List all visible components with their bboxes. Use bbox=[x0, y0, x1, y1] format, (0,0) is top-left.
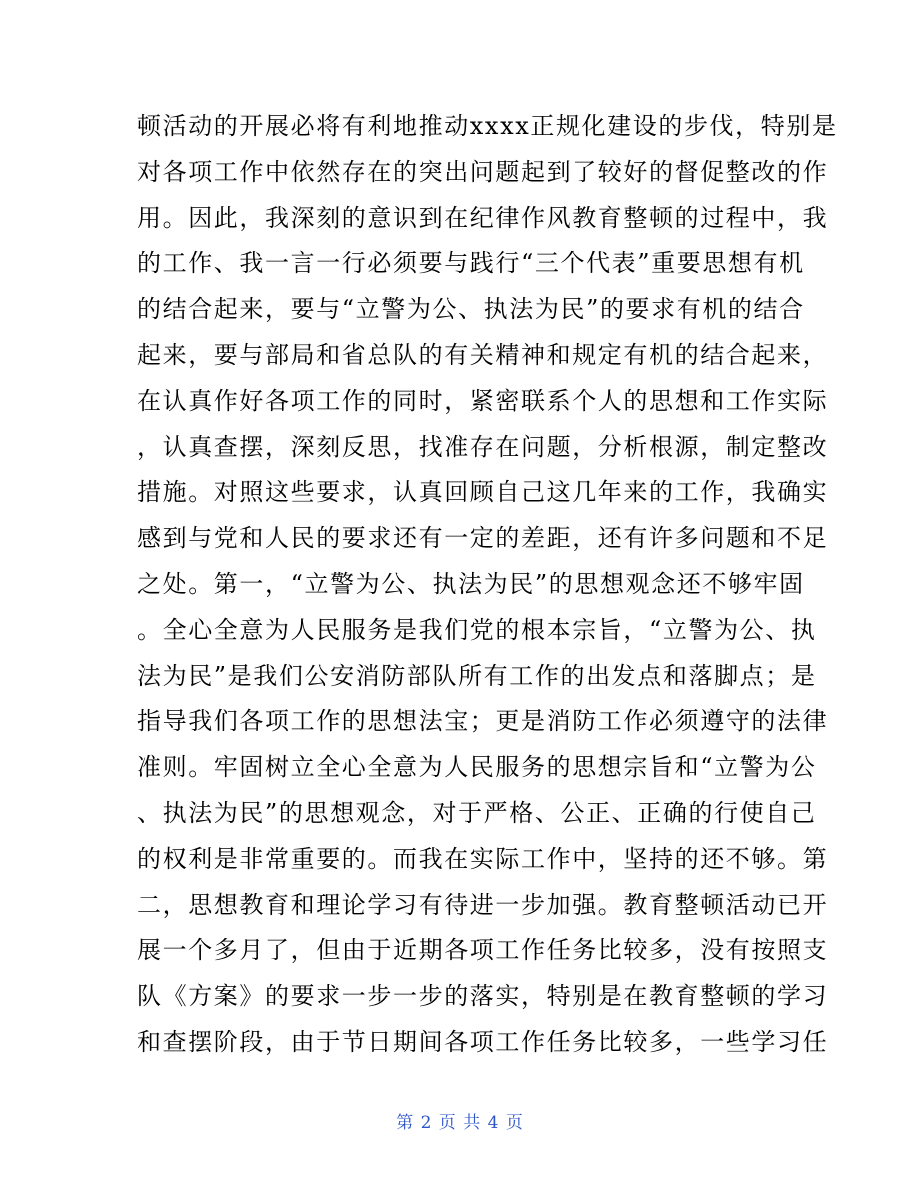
body-line: 感到与党和人民的要求还有一定的差距，还有许多问题和不足 bbox=[137, 524, 829, 553]
body-line: 的权利是非常重要的。而我在实际工作中，坚持的还不够。第 bbox=[137, 844, 829, 873]
body-line: 指导我们各项工作的思想法宝；更是消防工作必须遵守的法律 bbox=[137, 707, 829, 736]
body-line: 法为民”是我们公安消防部队所有工作的出发点和落脚点；是 bbox=[137, 661, 817, 690]
body-line: 。全心全意为人民服务是我们党的根本宗旨，“立警为公、执 bbox=[137, 615, 817, 644]
body-line: ，认真查摆，深刻反思，找准存在问题，分析根源，制定整改 bbox=[137, 432, 829, 461]
body-line: 顿活动的开展必将有利地推动xxxx正规化建设的步伐，特别是 bbox=[137, 112, 838, 140]
document-body bbox=[137, 104, 838, 1066]
page-number-footer: 第 2 页 共 4 页 bbox=[396, 1113, 524, 1133]
body-line: 二，思想教育和理论学习有待进一步加强。教育整顿活动已开 bbox=[137, 890, 829, 919]
body-line: 的结合起来，要与“立警为公、执法为民”的要求有机的结合 bbox=[137, 295, 805, 324]
body-line: 起来，要与部局和省总队的有关精神和规定有机的结合起来， bbox=[137, 340, 829, 369]
body-line: 、执法为民”的思想观念，对于严格、公正、正确的行使自己 bbox=[137, 798, 817, 827]
body-line: 之处。第一，“立警为公、执法为民”的思想观念还不够牢固 bbox=[137, 569, 805, 598]
body-line: 措施。对照这些要求，认真回顾自己这几年来的工作，我确实 bbox=[137, 478, 829, 507]
body-line: 对各项工作中依然存在的突出问题起到了较好的督促整改的作 bbox=[137, 157, 829, 186]
body-line: 展一个多月了，但由于近期各项工作任务比较多，没有按照支 bbox=[137, 936, 829, 965]
body-line: 准则。牢固树立全心全意为人民服务的思想宗旨和“立警为公 bbox=[137, 753, 817, 782]
body-line: 和查摆阶段，由于节日期间各项工作任务比较多，一些学习任 bbox=[137, 1027, 829, 1056]
body-line: 队《方案》的要求一步一步的落实，特别是在教育整顿的学习 bbox=[137, 982, 829, 1011]
body-line: 的工作、我一言一行必须要与践行“三个代表”重要思想有机 bbox=[137, 249, 805, 278]
body-line: 用。因此，我深刻的意识到在纪律作风教育整顿的过程中，我 bbox=[137, 203, 829, 232]
body-line: 在认真作好各项工作的同时，紧密联系个人的思想和工作实际 bbox=[137, 386, 829, 415]
